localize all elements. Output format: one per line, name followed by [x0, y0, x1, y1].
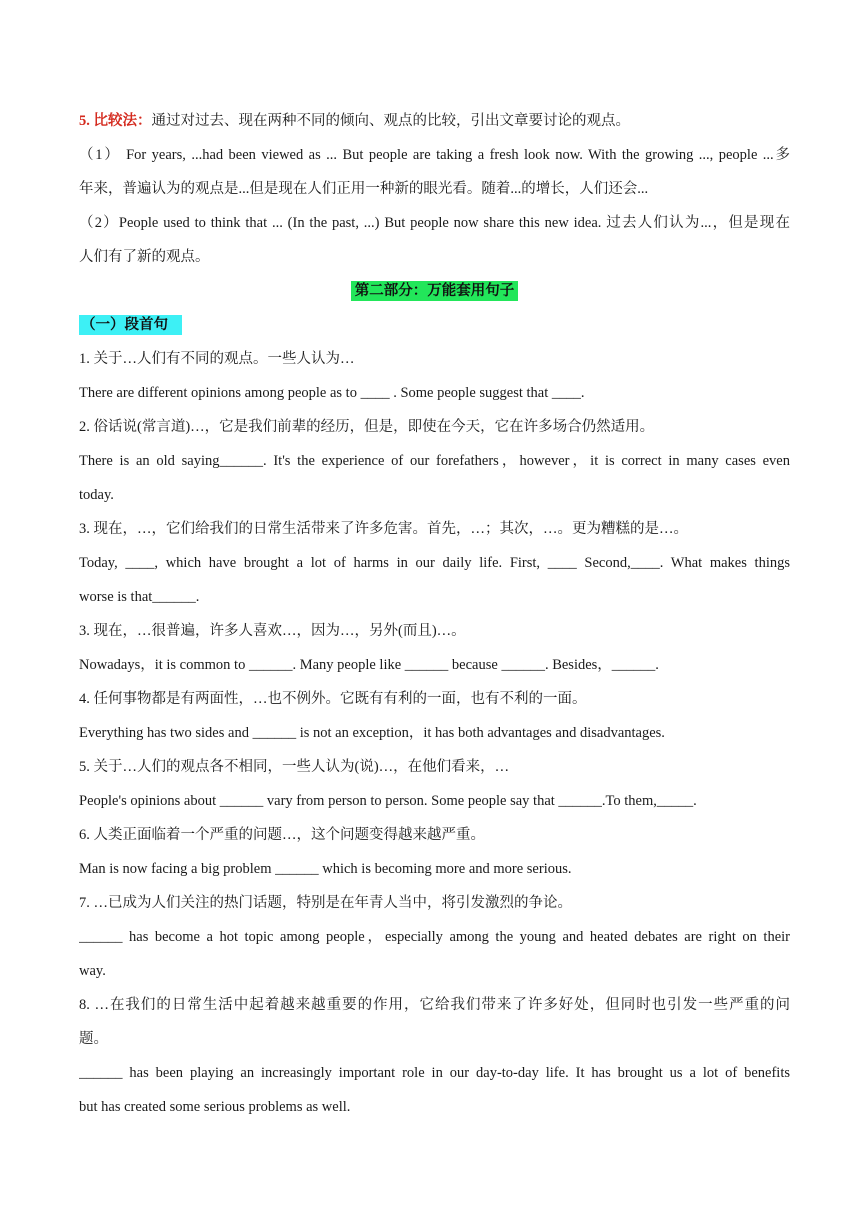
section5-item2-line1: （2）People used to think that ... (In the past, ...) But people now share this new idea. 过去人们认为...，但是现在 [79, 215, 790, 231]
sentence-8-zh-line1: 8. …在我们的日常生活中起着越来越重要的作用，它给我们带来了许多好处，但同时也引发一些严重的问 [79, 997, 790, 1013]
sentence-2-en-line2: today. [79, 487, 114, 503]
part2-title: 第二部分：万能套用句子 [351, 281, 519, 301]
section5-item2-line2: 人们有了新的观点。 [79, 249, 210, 265]
sentence-4-en: Everything has two sides and ______ is not an exception，it has both advantages and disadvantages. [79, 725, 665, 741]
sentence-3b-en: Nowadays，it is common to ______. Many people like ______ because ______. Besides，______. [79, 657, 659, 673]
sentence-6-en: Man is now facing a big problem ______ which is becoming more and more serious. [79, 861, 572, 877]
part2-title-row [79, 281, 790, 301]
sub1-title: （一）段首句 [79, 315, 182, 335]
section5-item1-line1: （1） For years, ...had been viewed as ... But people are taking a fresh look now. With the growing ..., people ...多 [79, 147, 790, 163]
section5-desc: 通过对过去、现在两种不同的倾向、观点的比较，引出文章要讨论的观点。 [151, 113, 630, 129]
sub1-title-row [79, 315, 790, 335]
sentence-2-en-line1: There is an old saying______. It's the experience of our forefathers，however，it is correct in many cases even [79, 453, 790, 469]
section5-item1-line2: 年来，普遍认为的观点是...但是现在人们正用一种新的眼光看。随着...的增长，人们还会... [79, 181, 649, 197]
sentence-7-zh: 7. …已成为人们关注的热门话题，特别是在年青人当中，将引发激烈的争论。 [79, 895, 572, 911]
sentence-8-zh-line2: 题。 [79, 1031, 108, 1047]
sentence-4-zh: 4. 任何事物都是有两面性，…也不例外。它既有有利的一面，也有不利的一面。 [79, 691, 587, 707]
sentence-5-zh: 5. 关于…人们的观点各不相同，一些人认为(说)…，在他们看来，… [79, 759, 510, 775]
sentence-3-en-line2: worse is that______. [79, 589, 200, 605]
sentence-6-zh: 6. 人类正面临着一个严重的问题…，这个问题变得越来越严重。 [79, 827, 485, 843]
section5-number: 5. [79, 113, 90, 129]
sentence-1-en: There are different opinions among people as to ____ . Some people suggest that ____. [79, 385, 585, 401]
sentence-8-en-line1: ______ has been playing an increasingly important role in our day-to-day life. It has brought us a lot of benefits [79, 1065, 790, 1081]
sentence-5-en: People's opinions about ______ vary from person to person. Some people say that ______.To them,_____. [79, 793, 697, 809]
sentence-8-en-line2: but has created some serious problems as well. [79, 1099, 351, 1115]
section5-title: 比较法： [93, 113, 152, 129]
document-page [79, 0, 790, 1227]
sentence-7-en-line2: way. [79, 963, 106, 979]
sentence-3-en-line1: Today, ____, which have brought a lot of harms in our daily life. First, ____ Second,____. What makes things [79, 555, 790, 571]
sentence-3-zh: 3. 现在，…，它们给我们的日常生活带来了许多危害。首先，…；其次，…。更为糟糕的是…。 [79, 521, 688, 537]
section5-heading [79, 111, 790, 131]
sentence-3b-zh: 3. 现在，…很普遍，许多人喜欢…，因为…，另外(而且)…。 [79, 623, 466, 639]
sentence-1-zh: 1. 关于…人们有不同的观点。一些人认为… [79, 351, 355, 367]
sentence-2-zh: 2. 俗话说(常言道)…，它是我们前辈的经历，但是，即使在今天，它在许多场合仍然适用。 [79, 419, 655, 435]
sentence-7-en-line1: ______ has become a hot topic among people，especially among the young and heated debates are right on their [79, 929, 790, 945]
